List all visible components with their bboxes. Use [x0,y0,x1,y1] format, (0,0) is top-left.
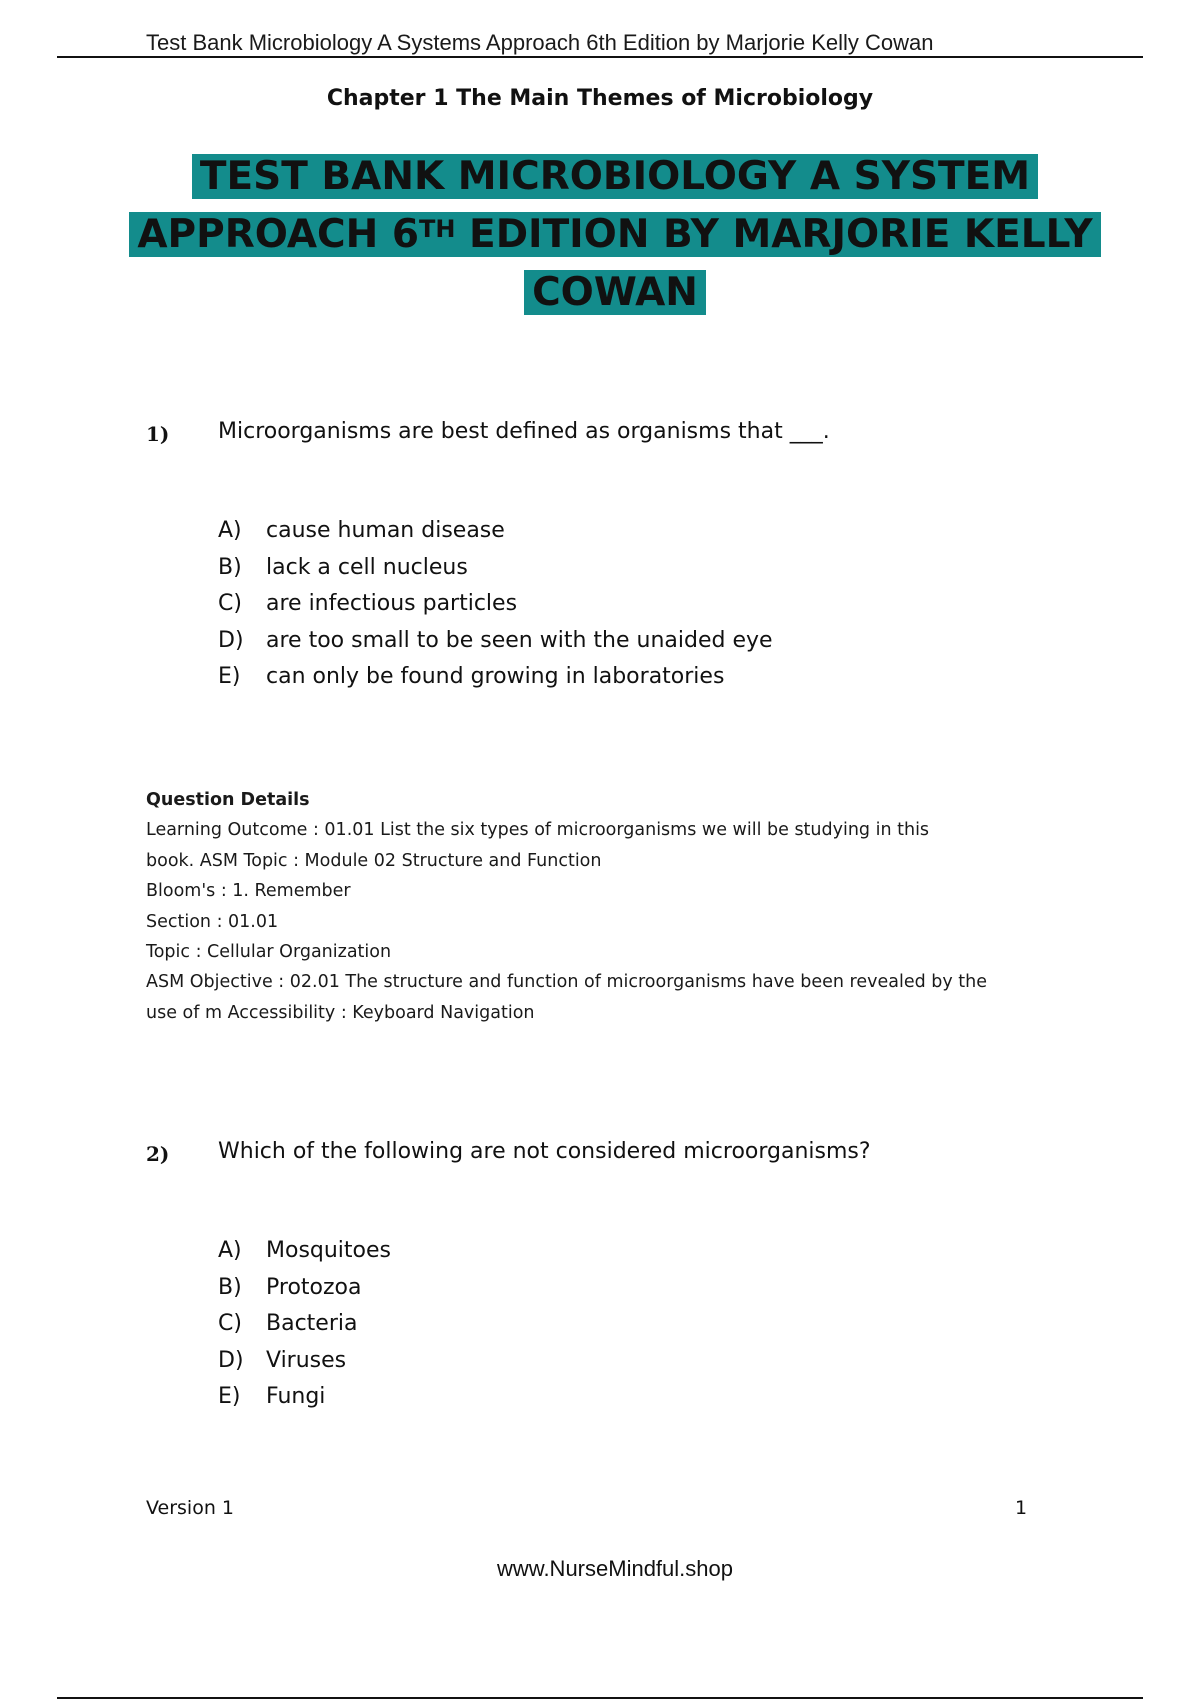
option-letter: A) [218,518,242,543]
option-letter: E) [218,664,241,689]
website-link[interactable]: www.NurseMindful.shop [497,1556,733,1581]
question-1-text: Microorganisms are best defined as organisms that ___. [218,419,830,444]
option-text: Fungi [266,1384,326,1409]
question-1-number: 1) [146,422,170,446]
option-item [218,1306,391,1343]
version-label: Version 1 [146,1497,234,1519]
option-item [218,1270,391,1307]
option-item [218,659,773,696]
question-2-number: 2) [146,1142,170,1166]
option-letter: C) [218,1311,242,1336]
option-text: Bacteria [266,1311,358,1336]
title-line-2-end: EDITION BY MARJORIE KELLY [455,212,1093,257]
option-letter: A) [218,1238,242,1263]
option-text: are infectious particles [266,591,518,616]
title-superscript: TH [419,215,456,243]
detail-line: book. ASM Topic : Module 02 Structure and Function [146,850,602,871]
chapter-title: Chapter 1 The Main Themes of Microbiology [326,86,874,111]
running-header: Test Bank Microbiology A Systems Approach 6th Edition by Marjorie Kelly Cowan [146,30,934,55]
option-item [218,586,773,623]
option-letter: E) [218,1384,241,1409]
question-details [146,785,987,1028]
question-2-options [218,1233,391,1416]
option-text: can only be found growing in laboratories [266,664,725,689]
document-title [0,148,1200,322]
footer-divider [57,1697,1143,1699]
header-divider [57,56,1143,58]
option-text: Protozoa [266,1274,362,1300]
detail-line: Topic : Cellular Organization [146,942,392,963]
page-number: 1 [1015,1497,1028,1519]
detail-line: Section : 01.01 [146,911,279,932]
title-line-2-start: APPROACH 6 [137,212,419,257]
detail-line: ASM Objective : 02.01 The structure and function of microorganisms have been revealed by the [146,972,987,993]
option-item [218,1233,391,1270]
title-line-1: TEST BANK MICROBIOLOGY A SYSTEM [192,154,1038,199]
option-text: lack a cell nucleus [266,554,468,580]
option-item [218,1343,391,1380]
option-text: Mosquitoes [266,1238,392,1263]
option-letter: D) [218,627,244,653]
question-2-text: Which of the following are not considered microorganisms? [218,1139,871,1164]
detail-line: use of m Accessibility : Keyboard Navigation [146,1002,535,1023]
option-item [218,1379,391,1416]
question-1-options [218,513,773,696]
title-line-3: COWAN [524,270,706,315]
option-letter: C) [218,591,242,616]
option-letter: D) [218,1347,244,1373]
option-letter: B) [218,1274,242,1300]
option-text: cause human disease [266,518,505,543]
title-line-2 [129,212,1100,257]
option-item [218,513,773,550]
detail-line: Learning Outcome : 01.01 List the six types of microorganisms we will be studying in this [146,820,930,841]
option-letter: B) [218,554,242,580]
option-item [218,550,773,587]
option-item [218,623,773,660]
option-text: Viruses [266,1347,347,1373]
question-details-heading: Question Details [146,790,310,810]
option-text: are too small to be seen with the unaided eye [266,627,773,653]
detail-line: Bloom's : 1. Remember [146,881,351,902]
